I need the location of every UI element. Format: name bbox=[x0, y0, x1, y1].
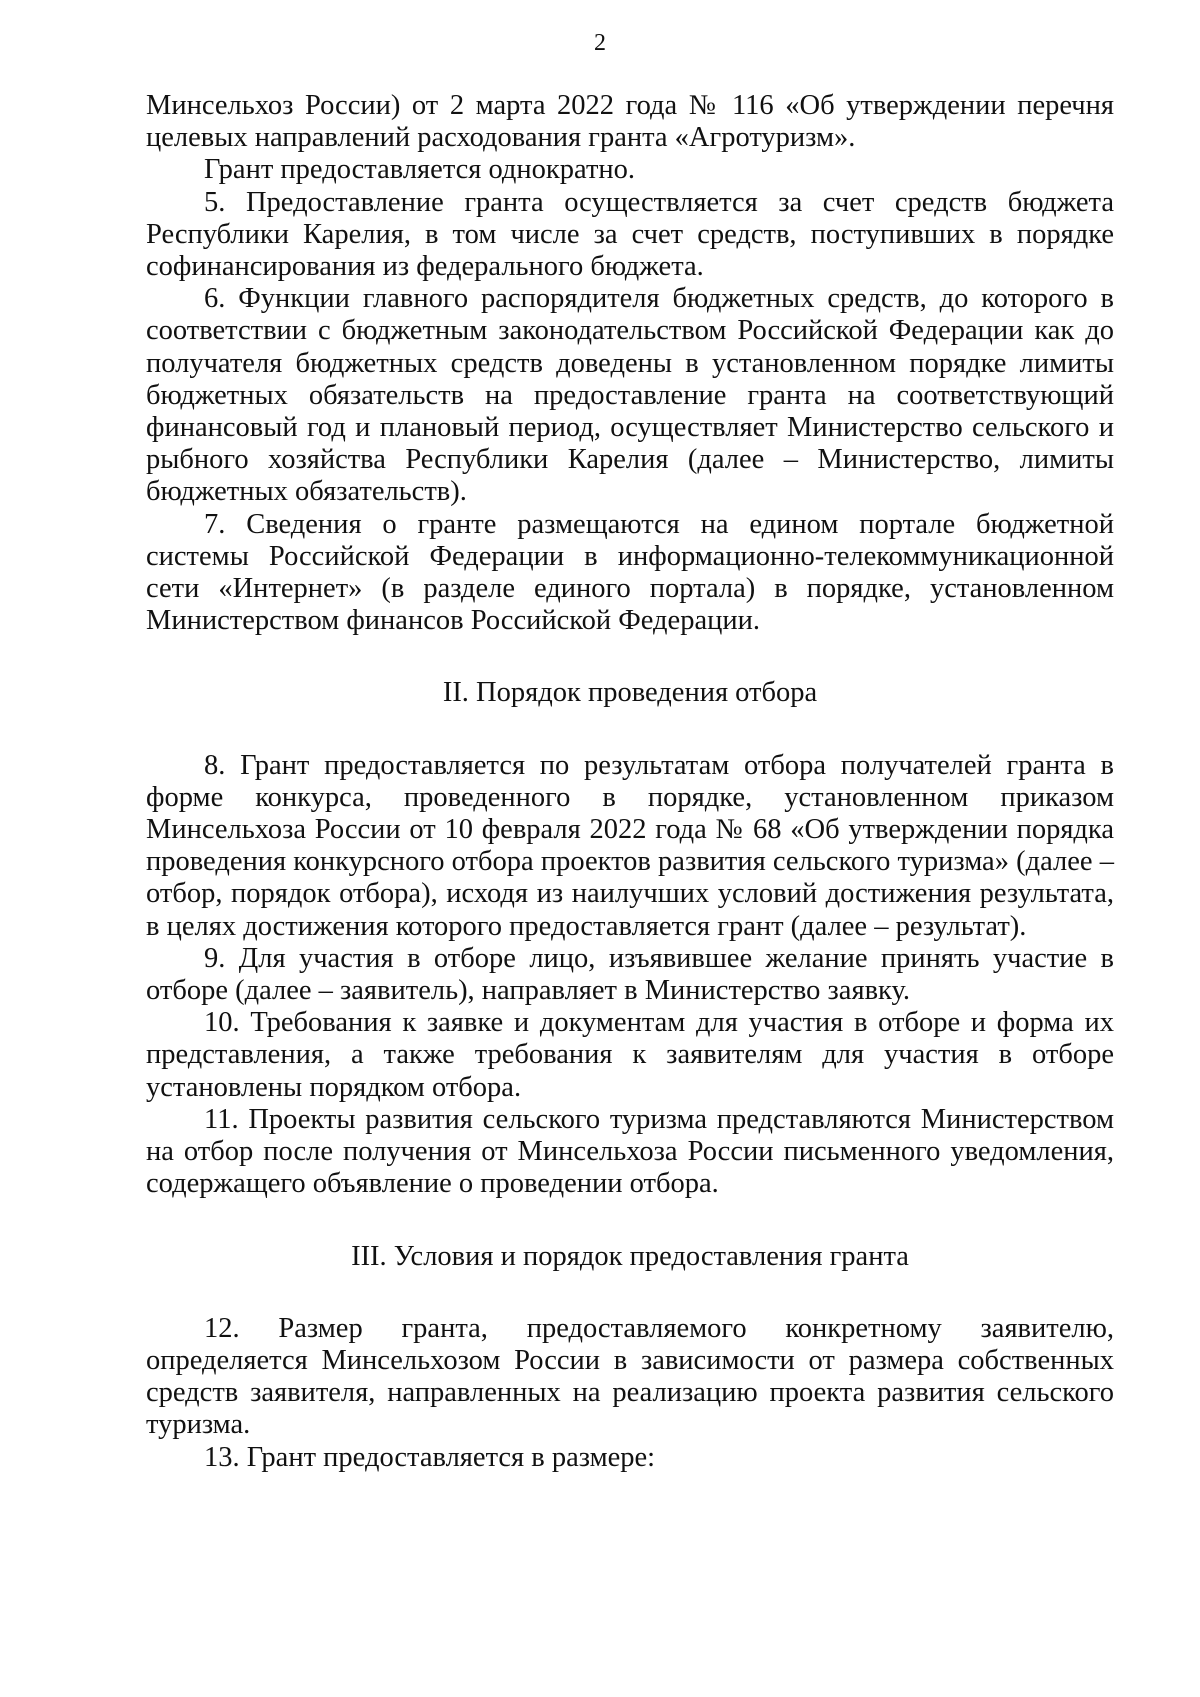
page-number: 2 bbox=[594, 30, 606, 56]
paragraph-item-6: 6. Функции главного распорядителя бюджетных средств, до которого в соответствии с бюджетным законодательством Российской Федерации как до получателя бюджетных средств доведены в установленном порядке лимиты бюджетных обязательств на предоставление гранта на соответствующий финансовый год и плановый период, осуществляет Министерство сельского и рыбного хозяйства Республики Карелия (далее – Министерство, лимиты бюджетных обязательств). bbox=[146, 283, 1114, 508]
paragraph-item-13: 13. Грант предоставляется в размере: bbox=[204, 1441, 656, 1473]
paragraph-item-5: 5. Предоставление гранта осуществляется за счет средств бюджета Республики Карелия, в том числе за счет средств, поступивших в порядке софинансирования из федерального бюджета. bbox=[146, 186, 1114, 283]
section-heading-selection-procedure: II. Порядок проведения отбора bbox=[442, 677, 818, 709]
section-heading-grant-conditions: III. Условия и порядок предоставления гранта bbox=[351, 1240, 909, 1272]
paragraph-item-10: 10. Требования к заявке и документам для участия в отборе и форма их представления, а также требования к заявителям для участия в отборе установлены порядком отбора. bbox=[146, 1007, 1114, 1103]
paragraph-item-9: 9. Для участия в отборе лицо, изъявившее желание принять участие в отборе (далее – заявитель), направляет в Министерство заявку. bbox=[146, 942, 1114, 1007]
paragraph-item-7: 7. Сведения о гранте размещаются на едином портале бюджетной системы Российской Федерации в информационно-телекоммуникационной сети «Интернет» (в разделе единого портала) в порядке, установленном Министерством финансов Российской Федерации. bbox=[146, 508, 1114, 637]
paragraph-one-time-grant: Грант предоставляется однократно. bbox=[204, 154, 636, 186]
paragraph-item-8: 8. Грант предоставляется по результатам отбора получателей гранта в форме конкурса, проведенного в порядке, установленном приказом Минсельхоза России от 10 февраля 2022 года № 68 «Об утверждении порядка проведения конкурсного отбора проектов развития сельского туризма» (далее – отбор, порядок отбора), исходя из наилучших условий достижения результата, в целях достижения которого предоставляется грант (далее – результат). bbox=[146, 749, 1114, 942]
paragraph-continuation: Минсельхоз России) от 2 марта 2022 года № 116 «Об утверждении перечня целевых направлений расходования гранта «Агротуризм». bbox=[146, 90, 1114, 154]
paragraph-item-12: 12. Размер гранта, предоставляемого конкретному заявителю, определяется Минсельхозом России в зависимости от размера собственных средств заявителя, направленных на реализацию проекта развития сельского туризма. bbox=[146, 1312, 1114, 1441]
document-body bbox=[146, 90, 1114, 1474]
paragraph-item-11: 11. Проекты развития сельского туризма представляются Министерством на отбор после получения от Минсельхоза России письменного уведомления, содержащего объявление о проведении отбора. bbox=[146, 1103, 1114, 1200]
